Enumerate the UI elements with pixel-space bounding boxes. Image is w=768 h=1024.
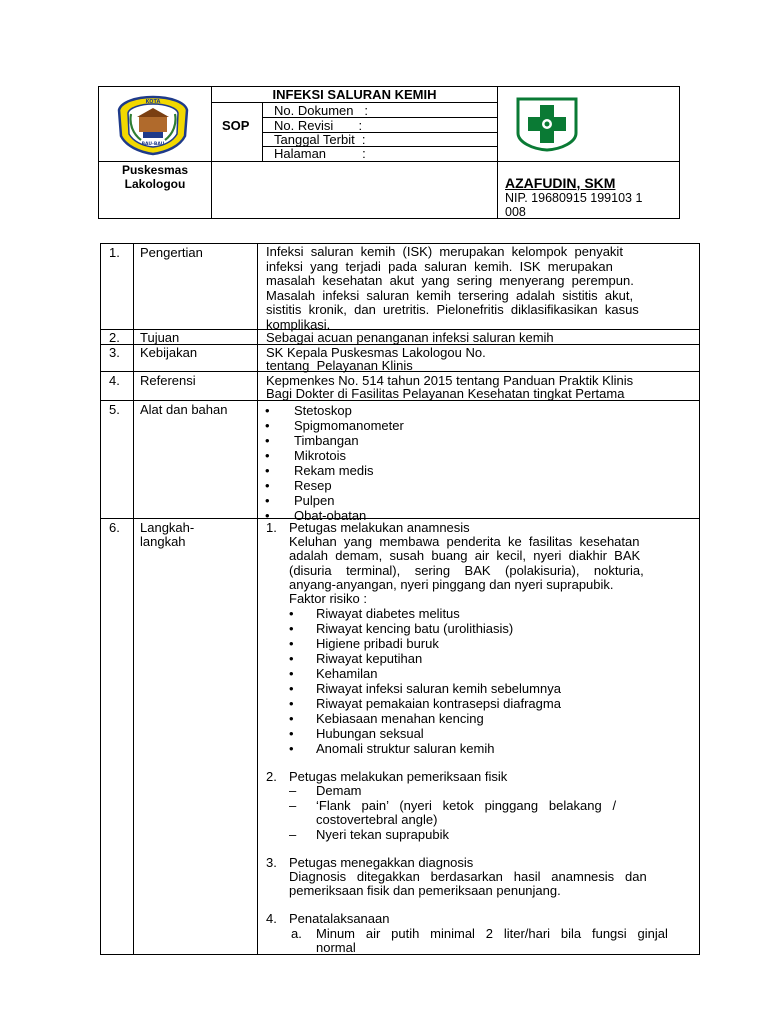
list-item: • Riwayat infeksi saluran kemih sebelumnya — [289, 681, 561, 696]
step4-number: 4. — [266, 911, 277, 926]
org-name-line1: Puskesmas — [121, 163, 189, 177]
row4-number: 4. — [109, 373, 120, 388]
row3-label: Kebijakan — [140, 345, 198, 360]
page-label: Halaman : — [274, 146, 366, 161]
city-logo — [115, 94, 191, 156]
risk-factors-label: Faktor risiko : — [289, 591, 368, 606]
list-item: • Rekam medis — [265, 463, 374, 478]
signer-name: AZAFUDIN, SKM — [505, 175, 616, 191]
step2-item-cont: costovertebral angle) — [316, 812, 438, 827]
step2-title: Petugas melakukan pemeriksaan fisik — [289, 769, 508, 784]
dash-icon: – — [289, 798, 297, 813]
step2-item: Nyeri tekan suprapubik — [316, 827, 449, 842]
row4-line2: Bagi Dokter di Fasilitas Pelayanan Kesehatan tingkat Pertama — [266, 386, 625, 401]
list-item: • Riwayat diabetes melitus — [289, 606, 460, 621]
row1-line: komplikasi. — [266, 316, 331, 332]
signer-nip-line2: 008 — [505, 205, 526, 219]
list-item: • Obat-obatan — [265, 508, 367, 523]
step3-line: pemeriksaan fisik dan pemeriksaan penunjang. — [289, 883, 561, 898]
row6-label-line1: Langkah- — [140, 520, 195, 535]
dash-icon: – — [289, 827, 297, 842]
row1-number: 1. — [109, 245, 120, 260]
row3-number: 3. — [109, 345, 120, 360]
list-item: • Spigmomanometer — [265, 418, 404, 433]
step3-title: Petugas menegakkan diagnosis — [289, 855, 474, 870]
list-item: • Riwayat keputihan — [289, 651, 423, 666]
row6-number: 6. — [109, 520, 120, 535]
list-item: • Mikrotois — [265, 448, 347, 463]
row3-line1: SK Kepala Puskesmas Lakologou No. — [266, 345, 486, 360]
step4a-line: Minum air putih minimal 2 liter/hari bila fungsi ginjal — [316, 926, 668, 941]
row1-line: Masalah infeksi saluran kemih tersering adalah sistitis akut, — [266, 287, 634, 303]
doc-number-label: No. Dokumen : — [274, 103, 368, 118]
step4a-letter: a. — [291, 926, 302, 941]
step1-title: Petugas melakukan anamnesis — [289, 520, 470, 535]
row3-line2: tentang Pelayanan Klinis — [266, 358, 413, 373]
row1-label: Pengertian — [140, 245, 203, 260]
row4-line1: Kepmenkes No. 514 tahun 2015 tentang Panduan Praktik Klinis — [266, 373, 634, 388]
row1-content — [266, 245, 694, 332]
list-item: • Timbangan — [265, 433, 359, 448]
row2-text: Sebagai acuan penanganan infeksi saluran kemih — [266, 330, 554, 345]
revision-label: No. Revisi : — [274, 118, 363, 133]
dash-icon: – — [289, 783, 297, 798]
signer-nip-line1: NIP. 19680915 199103 1 — [505, 191, 643, 205]
list-item: • Kebiasaan menahan kencing — [289, 711, 484, 726]
row2-label: Tujuan — [140, 330, 180, 345]
org-name-line2: Lakologou — [124, 177, 186, 191]
risk-factor-list — [289, 606, 689, 756]
step2-number: 2. — [266, 769, 277, 784]
step2-item: Demam — [316, 783, 362, 798]
equipment-list — [265, 403, 685, 523]
list-item: • Kehamilan — [289, 666, 378, 681]
step1-desc-line: (disuria terminal), sering BAK (polakisuria), nokturia, — [289, 563, 644, 578]
list-item: • Pulpen — [265, 493, 335, 508]
list-item: • Anomali struktur saluran kemih — [289, 741, 495, 756]
health-cross-logo — [512, 95, 582, 153]
issue-date-label: Tanggal Terbit : — [274, 132, 366, 147]
logo-text-bottom: BAU-BAU — [141, 142, 165, 147]
list-item: • Resep — [265, 478, 332, 493]
step3-number: 3. — [266, 855, 277, 870]
sop-label: SOP — [222, 118, 250, 133]
step2-item: ‘Flank pain’ (nyeri ketok pinggang belakang / — [316, 798, 617, 813]
step1-desc-line: adalah demam, susah buang air kecil, nyeri diakhir BAK — [289, 548, 641, 563]
row1-line: Infeksi saluran kemih (ISK) merupakan kelompok penyakit — [266, 244, 623, 259]
row5-number: 5. — [109, 402, 120, 417]
list-item: • Riwayat kencing batu (urolithiasis) — [289, 621, 514, 636]
row4-label: Referensi — [140, 373, 196, 388]
logo-text-top: KOTA — [145, 99, 161, 105]
step3-line: Diagnosis ditegakkan berdasarkan hasil anamnesis dan — [289, 869, 647, 884]
row2-number: 2. — [109, 330, 120, 345]
list-item: • Stetoskop — [265, 403, 352, 418]
row6-label-line2: langkah — [140, 534, 186, 549]
row5-label: Alat dan bahan — [140, 402, 228, 417]
step4a-line: normal — [316, 940, 356, 955]
row1-line: infeksi yang terjadi pada saluran kemih. ISK merupakan — [266, 258, 613, 274]
list-item: • Higiene pribadi buruk — [289, 636, 439, 651]
step4-title: Penatalaksanaan — [289, 911, 390, 926]
step1-desc-line: anyang-anyangan, nyeri pinggang dan nyeri suprapubik. — [289, 577, 614, 592]
step1-desc-line: Keluhan yang membawa penderita ke fasilitas kesehatan — [289, 534, 640, 549]
document-title: INFEKSI SALURAN KEMIH — [272, 87, 437, 102]
row1-line: masalah kesehatan akut yang sering menyerang perempun. — [266, 273, 634, 288]
row1-line: sistitis kronik, dan uretritis. Pielonefritis diklasifikasikan kasus — [266, 302, 639, 317]
list-item: • Hubungan seksual — [289, 726, 424, 741]
step1-number: 1. — [266, 520, 277, 535]
list-item: • Riwayat pemakaian kontrasepsi diafragma — [289, 696, 561, 711]
